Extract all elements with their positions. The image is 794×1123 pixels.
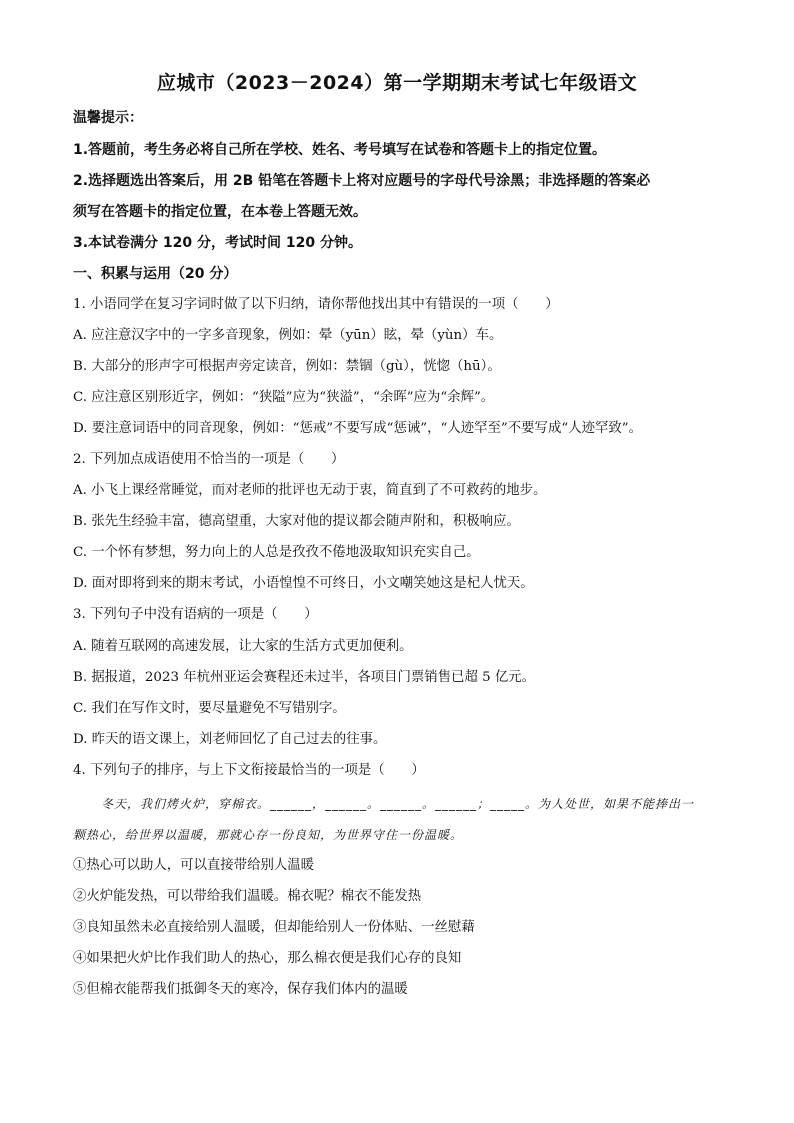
question-1-option-c: C. 应注意区别形近字，例如：“狭隘”应为“狭溢”，“余晖”应为“余辉”。 [73, 390, 495, 405]
question-4-stem: 4. 下列句子的排序，与上下文衔接最恰当的一项是（ ） [73, 763, 425, 778]
question-4-passage-line-1: 冬天，我们烤火炉，穿棉衣。______，______。______。______；_____。为人处世，如果不能捧出一 [101, 797, 695, 811]
question-3-stem: 3. 下列句子中没有语病的一项是（ ） [73, 607, 318, 622]
question-2-option-c: C. 一个怀有梦想，努力向上的人总是孜孜不倦地汲取知识充实自己。 [73, 545, 480, 560]
question-3-option-a: A. 随着互联网的高速发展，让大家的生活方式更加便利。 [73, 639, 413, 654]
question-4-sentence-3: ③良知虽然未必直接给别人温暖，但却能给别人一份体贴、一丝慰藉 [73, 920, 475, 935]
question-3-option-b: B. 据报道，2023 年杭州亚运会赛程还未过半，各项目门票销售已超 5 亿元。 [73, 670, 536, 685]
tip-2: 2.选择题选出答案后，用 2B 铅笔在答题卡上将对应题号的字母代号涂黑；非选择题的答案必 [73, 173, 651, 189]
question-4-sentence-5: ⑤但棉衣能帮我们抵御冬天的寒冷，保存我们体内的温暖 [73, 982, 408, 997]
question-2-stem: 2. 下列加点成语使用不恰当的一项是（ ） [73, 452, 345, 467]
question-3-option-c: C. 我们在写作文时，要尽量避免不写错别字。 [73, 701, 346, 716]
question-1-stem: 1. 小语同学在复习字词时做了以下归纳，请你帮他找出其中有错误的一项（ ） [73, 297, 559, 312]
question-4-sentence-2: ②火炉能发热，可以带给我们温暖。棉衣呢？棉衣不能发热 [73, 889, 422, 904]
question-1-option-b: B. 大部分的形声字可根据声旁定读音，例如：禁锢（gù），恍惚（hū）。 [73, 359, 501, 374]
tip-1: 1.答题前，考生务必将自己所在学校、姓名、考号填写在试卷和答题卡上的指定位置。 [73, 142, 607, 158]
question-4-sentence-1: ①热心可以助人，可以直接带给别人温暖 [73, 858, 315, 873]
question-2-option-a: A. 小飞上课经常睡觉，而对老师的批评也无动于衷，简直到了不可救药的地步。 [73, 483, 547, 498]
section-heading: 一、积累与运用（20 分） [73, 266, 238, 282]
tip-2-cont: 须写在答题卡的指定位置，在本卷上答题无效。 [73, 204, 367, 220]
question-4-sentence-4: ④如果把火炉比作我们助人的热心，那么棉衣便是我们心存的良知 [73, 951, 462, 966]
page-title: 应城市（2023－2024）第一学期期末考试七年级语文 [156, 72, 638, 94]
question-3-option-d: D. 昨天的语文课上，刘老师回忆了自己过去的往事。 [73, 732, 387, 747]
question-2-option-b: B. 张先生经验丰富，德高望重，大家对他的提议都会随声附和，积极响应。 [73, 514, 520, 529]
tips-heading: 温馨提示： [73, 110, 143, 126]
question-1-option-a: A. 应注意汉字中的一字多音现象，例如：晕（yūn）眩，晕（yùn）车。 [73, 328, 503, 343]
question-4-passage-line-2: 颗热心，给世界以温暖，那就心存一份良知，为世界守住一份温暖。 [73, 828, 464, 842]
question-2-option-d: D. 面对即将到来的期末考试，小语惶惶不可终日，小文嘲笑她这是杞人忧天。 [73, 576, 534, 591]
question-1-option-d: D. 要注意词语中的同音现象，例如：“惩戒”不要写成“惩诫”，“人迹罕至”不要写成“人迹罕致”。 [73, 421, 642, 436]
tip-3: 3.本试卷满分 120 分，考试时间 120 分钟。 [73, 235, 363, 251]
